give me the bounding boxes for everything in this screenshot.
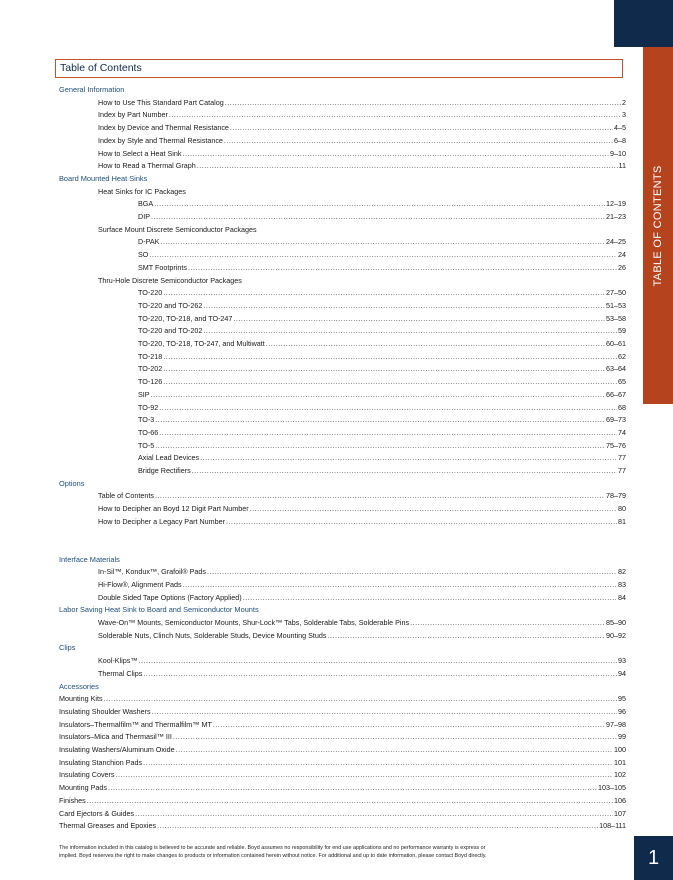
toc-entry [98,516,626,527]
toc-entry [98,668,626,679]
toc-entry [98,579,626,590]
toc-entry-label: Surface Mount Discrete Semiconductor Packages [98,224,257,234]
dot-leader [159,427,617,438]
toc-entry-label: SO [138,250,149,260]
dot-leader [163,287,605,298]
toc-entry-label: How to Decipher a Legacy Part Number [98,516,226,526]
dot-leader [139,655,617,666]
toc-entry-page: 99 [618,732,626,742]
toc-entry-page: 85–90 [606,618,626,627]
toc-entry [98,148,626,159]
toc-entry-label: TO-92 [138,402,159,412]
dot-leader [250,503,617,514]
toc-entry-page: 80 [618,504,626,514]
toc-entry-page: 106 [614,795,626,805]
toc-entry-label: Insulating Covers [59,770,115,780]
toc-entry-label: Heat Sinks for IC Packages [98,186,186,196]
toc-entry [98,224,626,235]
toc-entry-page: 6–8 [614,135,626,145]
toc-entry-page: 93 [618,656,626,666]
dot-leader [151,389,605,400]
toc-entry-label: Accessories [59,681,99,691]
toc-entry-label: Finishes [59,795,86,805]
dot-leader [163,351,617,362]
toc-entry-label: Insulating Stanchion Pads [59,757,143,767]
toc-entry [138,249,626,260]
dot-leader [183,148,610,159]
toc-entry-page: 24–25 [606,237,626,247]
toc-section-heading [59,173,626,184]
toc-entry-label: TO-126 [138,377,163,387]
toc-entry-label: DIP [138,212,150,221]
toc-entry [138,440,626,451]
toc-section-heading [59,84,626,95]
toc-entry-label: Card Ejectors & Guides [59,808,135,818]
toc-entry-label: Labor Saving Heat Sink to Board and Semiconductor Mounts [59,605,259,615]
toc-entry-page: 68 [618,402,626,412]
toc-entry-page: 82 [618,567,626,577]
dot-leader [225,97,621,108]
toc-entry-label: Solderable Nuts, Clinch Nuts, Solderable Studs, Device Mounting Studs [98,630,327,640]
dot-leader [173,731,617,742]
dot-leader [154,198,605,209]
side-tab-label: TABLE OF CONTENTS [652,164,664,287]
toc-entry [138,363,626,374]
toc-entry-page: 108–111 [599,821,626,831]
toc-entry-label: General Information [59,85,125,94]
dot-leader [143,668,617,679]
toc-entry [59,744,626,755]
dot-leader [160,236,605,247]
toc-entry-label: TO-3 [138,415,155,425]
page-number: 1 [634,836,673,880]
dot-leader [116,769,613,780]
toc-entry-label: Axial Lead Devices [138,453,200,463]
toc-entry-label: Options [59,478,85,488]
toc-entry-label: TO-218 [138,351,163,361]
dot-leader [188,262,617,273]
dot-leader [328,630,605,641]
toc-entry [138,198,626,209]
toc-entry-page: 90–92 [606,630,626,640]
toc-entry-label: Table of Contents [98,491,154,501]
dot-leader [169,109,621,120]
dot-leader [104,693,617,704]
toc-entry-label: Thermal Greases and Epoxies [59,821,157,831]
toc-entry-label: How to Use This Standard Part Catalog [98,97,224,107]
toc-entry-label: Index by Part Number [98,110,168,120]
toc-entry [138,465,626,476]
toc-entry [98,97,626,108]
toc-entry [98,490,626,501]
toc-entry-label: Hi-Flow®, Alignment Pads [98,579,182,589]
toc-entry-page: 94 [618,668,626,678]
toc-entry-page: 62 [618,351,626,361]
dot-leader [197,160,618,171]
toc-entry-label: SIP [138,389,150,399]
toc-entry-label: TO-220, TO-218, TO-247, and Multiwatt [138,339,265,348]
toc-entry [98,135,626,146]
toc-entry [138,300,626,311]
dot-leader [203,325,617,336]
toc-entry-page: 77 [618,453,626,463]
toc-entry-label: D-PAK [138,237,160,247]
toc-entry-page: 100 [614,745,626,754]
toc-entry-label: Insulating Shoulder Washers [59,706,151,716]
toc-section-heading [59,554,626,565]
dot-leader [410,617,605,628]
toc-entry [138,325,626,336]
toc-entry [138,414,626,425]
dot-leader [213,719,605,730]
toc-entry [138,389,626,400]
toc-entry-label: How to Read a Thermal Graph [98,161,196,171]
toc-entry [138,351,626,362]
dot-leader [87,795,613,806]
toc-entry-page: 81 [618,516,626,526]
toc-entry-label: Mounting Kits [59,694,103,704]
toc-entry-label: TO-220 and TO-262 [138,300,203,310]
toc-entry-page: 78–79 [606,491,626,501]
toc-entry [138,402,626,413]
toc-entry [138,376,626,387]
dot-leader [163,376,617,387]
toc-section-heading [59,642,626,653]
toc-entry-page: 74 [618,427,626,437]
toc-entry [59,731,626,742]
toc-entry-page: 2 [622,97,626,107]
toc-entry [59,820,626,831]
toc-entry [98,109,626,120]
toc-entry-page: 75–76 [606,440,626,450]
toc-entry-label: Insulating Washers/Aluminum Oxide [59,745,175,754]
toc-entry-page: 4–5 [614,123,626,133]
toc-entry-page: 59 [618,326,626,336]
toc-entry [138,287,626,298]
page-title: Table of Contents [55,59,623,78]
dot-leader [226,516,617,527]
toc-entry-page: 9–10 [610,148,626,158]
toc-entry-label: Clips [59,643,76,653]
toc-entry-label: How to Select a Heat Sink [98,148,182,158]
dot-leader [155,490,605,501]
toc-entry [138,211,626,222]
toc-entry-page: 103–105 [598,783,626,793]
toc-entry-page: 63–64 [606,364,626,374]
dot-leader [224,135,613,146]
toc-entry [138,427,626,438]
toc-entry-page: 26 [618,262,626,272]
toc-entry [59,719,626,730]
toc-entry-label: Insulators–Mica and Thermasil™ III [59,732,172,742]
dot-leader [243,592,617,603]
toc-entry-label: TO-5 [138,440,155,450]
footer-disclaimer: The information included in this catalog is believed to be accurate and reliable. Boyd assumes no responsibility for end use applications and no performance warranty is express or implied. Boyd reserves the right to make changes to products or information contained herein without notice. For additional and up to date information, please contact Boyd directly. [59,845,487,859]
toc-entry [98,160,626,171]
toc-entry-label: Interface Materials [59,554,120,564]
dot-leader [203,300,605,311]
dot-leader [159,402,617,413]
toc-entry-page: 27–50 [606,288,626,298]
toc-entry [98,617,626,628]
toc-entry [98,655,626,666]
toc-entry [138,313,626,324]
dot-leader [230,122,613,133]
toc-entry [98,186,626,197]
dot-leader [192,465,617,476]
dot-leader [108,782,597,793]
toc-entry-page: 83 [618,579,626,589]
toc-entry [59,808,626,819]
toc-entry [98,275,626,286]
toc-entry-page: 12–19 [606,199,626,209]
toc-entry-page: 107 [614,808,626,818]
toc-entry-page: 96 [618,706,626,716]
toc-entry [59,757,626,768]
toc-entry-label: Index by Style and Thermal Resistance [98,135,223,145]
toc-section-heading [59,681,626,692]
toc-entry-page: 21–23 [606,212,626,221]
dot-leader [266,338,605,349]
toc-entry [138,262,626,273]
toc-entry-label: How to Decipher an Boyd 12 Digit Part Number [98,504,249,514]
toc-entry-page: 66–67 [606,389,626,399]
dot-leader [233,313,605,324]
toc-entry-page: 24 [618,250,626,260]
toc-entry-label: Thermal Clips [98,668,143,678]
toc-entry-label: Kool-Klips™ [98,656,138,666]
toc-entry [98,566,626,577]
toc-entry-label: BGA [138,199,154,209]
dot-leader [207,566,617,577]
toc-entry-label: TO-202 [138,364,163,374]
toc-entry [138,338,626,349]
toc-entry-page: 60–61 [606,339,626,348]
dot-leader [155,414,605,425]
toc-entry [59,782,626,793]
dot-leader [157,820,598,831]
toc-entry-page: 11 [618,161,626,171]
toc-entry-page: 3 [622,110,626,120]
toc-entry [98,592,626,603]
toc-entry [138,452,626,463]
toc-entry-label: Index by Device and Thermal Resistance [98,123,229,133]
toc-entry-label: TO-220 [138,288,163,298]
toc-section-heading [59,478,626,489]
toc-entry-label: Board Mounted Heat Sinks [59,173,148,183]
toc-entry-page: 77 [618,466,626,475]
toc-entry [59,769,626,780]
toc-entry [138,236,626,247]
dot-leader [151,211,605,222]
toc-entry-label: TO-66 [138,427,159,437]
dot-leader [176,744,613,755]
toc-entry [59,706,626,717]
toc-entry-label: Wave-On™ Mounts, Semiconductor Mounts, Shur-Lock™ Tabs, Solderable Tabs, Solderable Pins [98,618,410,627]
toc-entry-page: 97–98 [606,719,626,729]
toc-entry-label: SMT Footprints [138,262,187,272]
toc-entry-label: TO-220, TO-218, and TO-247 [138,313,233,323]
dot-leader [149,249,617,260]
toc-entry-label: In-Sil™, Kondux™, Grafoil® Pads [98,567,206,577]
toc-entry-page: 84 [618,592,626,602]
toc-entry-page: 69–73 [606,415,626,425]
toc-entry [98,630,626,641]
toc-entry [98,503,626,514]
toc-entry-label: Insulators–Thermalfilm™ and Thermalfilm™ MT [59,719,212,729]
toc-entry-label: Bridge Rectifiers [138,466,191,475]
toc-entry-label: Mounting Pads [59,783,107,793]
dot-leader [163,363,605,374]
toc-entry [98,122,626,133]
toc-entry-page: 51–53 [606,300,626,310]
dot-leader [143,757,613,768]
toc-section-heading [59,604,626,615]
toc-entry-label: TO-220 and TO-202 [138,326,203,336]
toc-entry-page: 65 [618,377,626,387]
dot-leader [155,440,605,451]
toc-entry-page: 53–58 [606,313,626,323]
dot-leader [200,452,617,463]
dot-leader [152,706,617,717]
toc-entry-page: 95 [618,694,626,704]
toc-entry-label: Double Sided Tape Options (Factory Applied) [98,592,242,602]
toc-entry [59,693,626,704]
toc-entry-label: Thru-Hole Discrete Semiconductor Packages [98,275,242,285]
toc-entry-page: 101 [614,757,626,767]
toc-entry [59,795,626,806]
dot-leader [135,808,613,819]
dot-leader [183,579,617,590]
toc-entry-page: 102 [614,770,626,780]
